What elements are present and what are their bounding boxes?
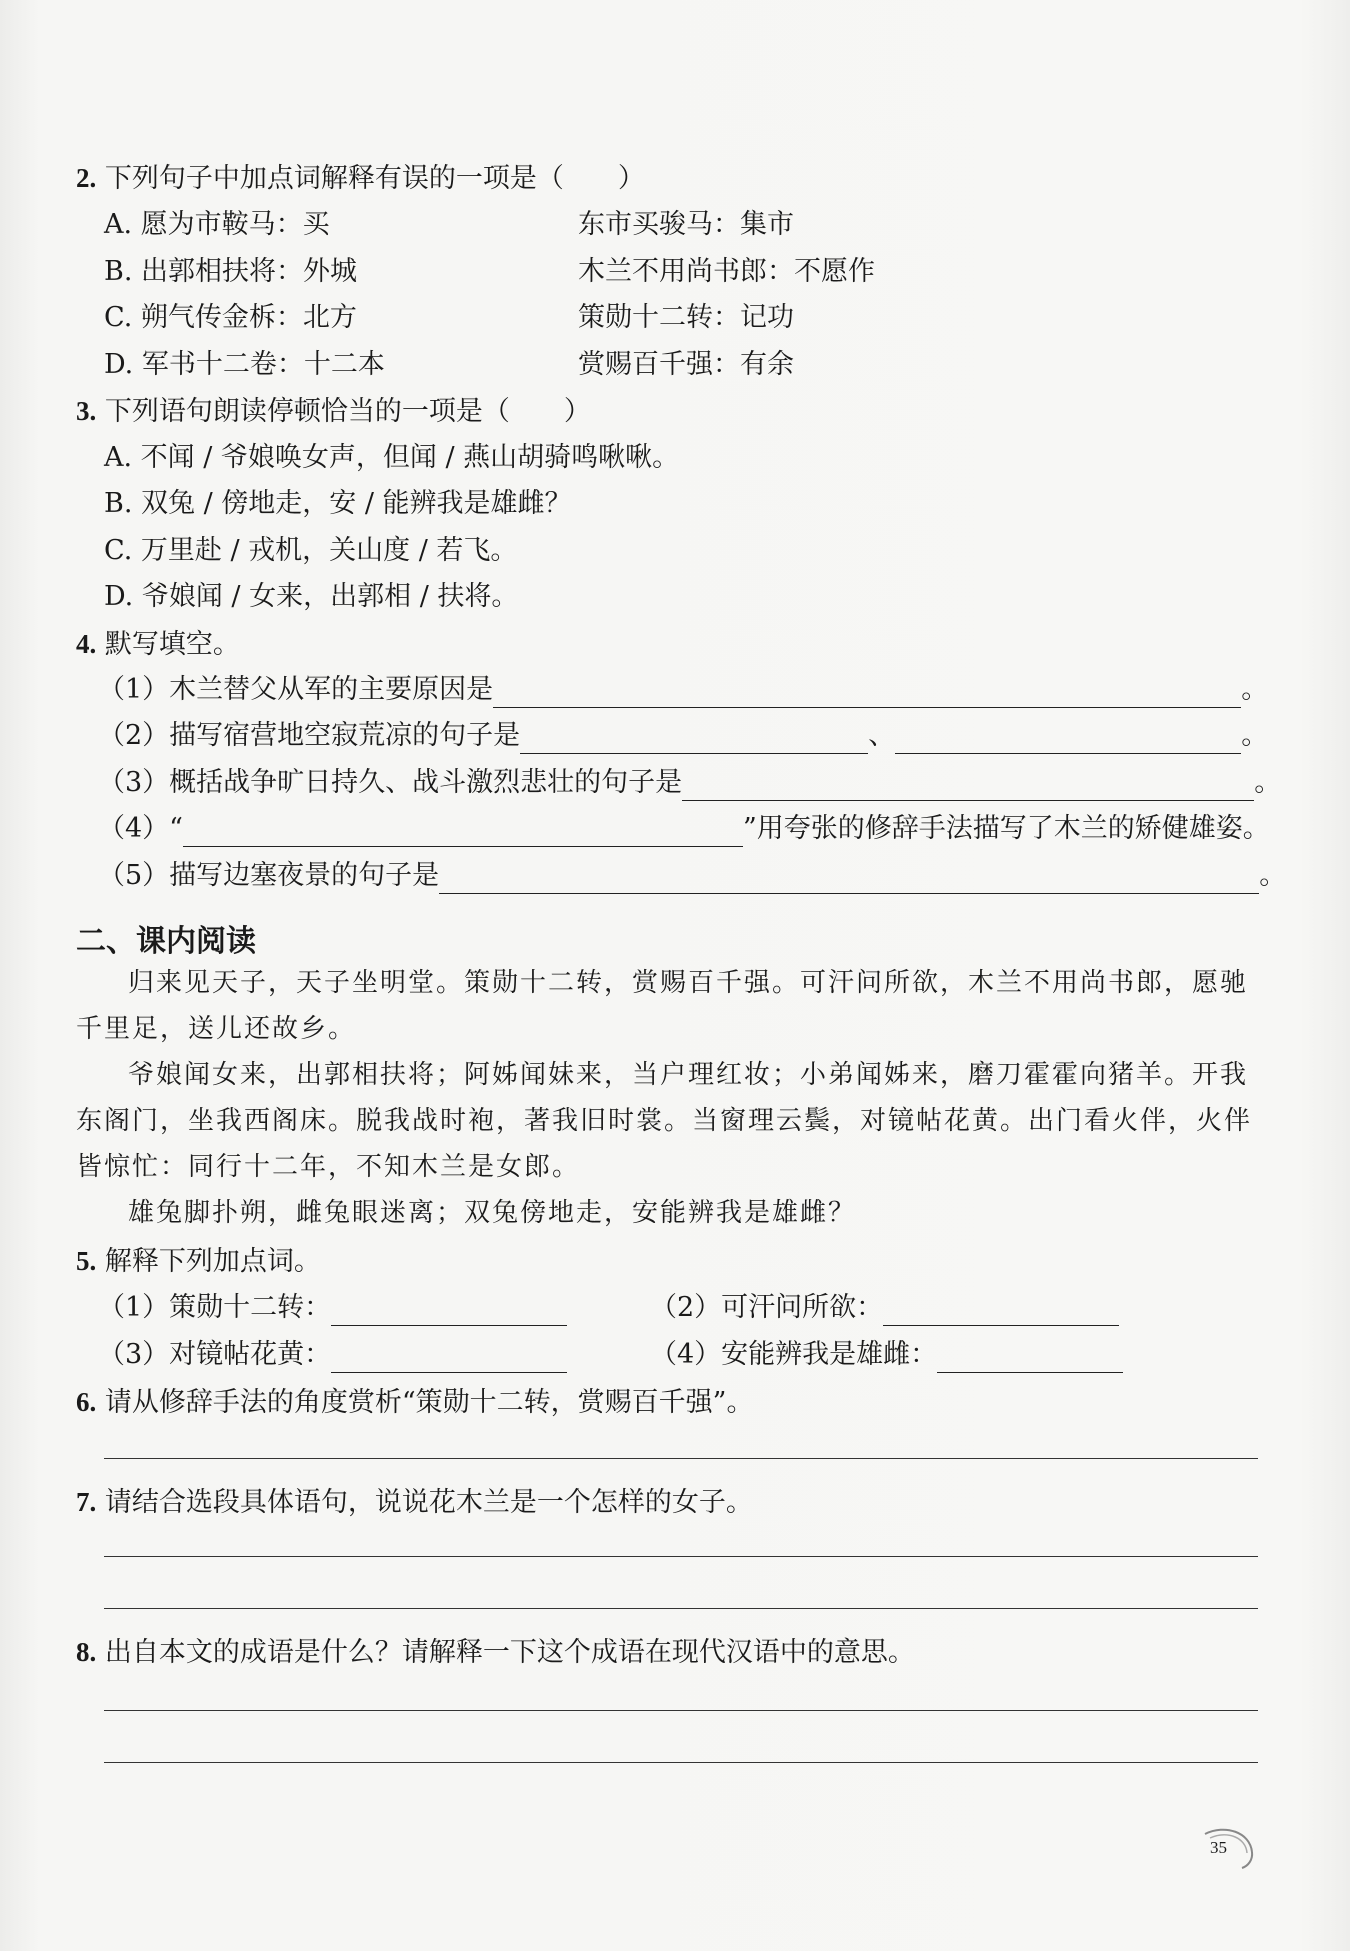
question-2-stem [76,160,645,197]
q2-option-b-left: B. 出郭相扶将：外城 [104,256,358,287]
fill-blank[interactable] [493,679,1241,708]
question-5-stem [76,1243,321,1280]
q5-item-1-label: （1）策勋十二转： [98,1292,332,1323]
q4-item-3 [98,765,1281,801]
q4-item-3-end: 。 [1254,767,1282,798]
q4-item-1-end: 。 [1241,674,1269,705]
fill-blank[interactable] [183,818,743,847]
q2-option-c-right: 策勋十二转：记功 [578,302,794,333]
question-number: 5. [76,1246,97,1276]
q5-item-3-label: （3）对镜帖花黄： [98,1339,332,1370]
question-8-stem [76,1634,915,1671]
question-6-stem [76,1384,753,1421]
answer-line[interactable] [104,1556,1258,1557]
question-text: 默写填空。 [104,629,240,660]
q5-item-1 [98,1290,567,1326]
question-7-stem [76,1484,753,1521]
q5-item-2 [650,1290,1119,1326]
q4-item-4 [98,811,1270,847]
q4-item-1-label: （1）木兰替父从军的主要原因是 [98,674,494,705]
question-number: 6. [76,1387,97,1417]
answer-line[interactable] [104,1458,1258,1459]
fill-blank[interactable] [331,1344,567,1373]
q4-item-3-label: （3）概括战争旷日持久、战斗激烈悲壮的句子是 [98,767,683,798]
q4-item-5-end: 。 [1259,860,1287,891]
q4-item-2-sep: 、 [868,720,896,751]
q5-item-2-label: （2）可汗问所欲： [650,1292,884,1323]
q3-option-c: C. 万里赴 / 戎机，关山度 / 若飞。 [104,535,518,566]
q2-option-d-right: 赏赐百千强：有余 [578,349,794,380]
question-text: 请从修辞手法的角度赏析“策勋十二转，赏赐百千强”。 [104,1387,754,1418]
q4-item-1 [98,672,1268,708]
q2-option-c-left: C. 朔气传金柝：北方 [104,302,357,333]
q3-option-d: D. 爷娘闻 / 女来，出郭相 / 扶将。 [104,581,519,612]
q4-item-2 [98,718,1268,754]
question-text: 出自本文的成语是什么？请解释一下这个成语在现代汉语中的意思。 [104,1637,915,1668]
question-number: 7. [76,1487,97,1517]
page-number: 35 [1210,1838,1227,1857]
answer-line[interactable] [104,1762,1258,1763]
question-number: 3. [76,396,97,426]
q4-item-5-label: （5）描写边塞夜景的句子是 [98,860,440,891]
fill-blank[interactable] [439,865,1259,894]
q5-item-3 [98,1337,567,1373]
question-text: 解释下列加点词。 [104,1246,321,1277]
q4-item-2-label: （2）描写宿营地空寂荒凉的句子是 [98,720,521,751]
q2-option-d-left: D. 军书十二卷：十二本 [104,349,385,380]
q2-option-a-right: 东市买骏马：集市 [578,209,794,240]
q4-item-2-end: 。 [1241,720,1269,751]
q2-option-a-left: A. 愿为市鞍马：买 [104,209,330,240]
question-text: 下列语句朗读停顿恰当的一项是（ ） [104,396,591,427]
reading-passage [76,960,1256,1236]
question-number: 8. [76,1637,97,1667]
q5-item-4 [650,1337,1123,1373]
passage-paragraph-1: 归来见天子，天子坐明堂。策勋十二转，赏赐百千强。可汗问所欲，木兰不用尚书郎，愿驰千里足，送儿还故乡。 [76,968,1249,1044]
q5-item-4-label: （4）安能辨我是雄雌： [650,1339,938,1370]
q2-option-b-right: 木兰不用尚书郎：不愿作 [578,256,875,287]
question-number: 2. [76,163,97,193]
question-number: 4. [76,629,97,659]
answer-line[interactable] [104,1710,1258,1711]
q3-option-b: B. 双兔 / 傍地走，安 / 能辨我是雄雌？ [104,488,572,519]
fill-blank[interactable] [895,725,1241,754]
fill-blank[interactable] [331,1297,567,1326]
question-text: 请结合选段具体语句，说说花木兰是一个怎样的女子。 [104,1487,753,1518]
question-4-stem [76,626,240,663]
q4-item-5 [98,858,1286,894]
passage-paragraph-3: 雄兔脚扑朔，雌兔眼迷离；双兔傍地走，安能辨我是雄雌？ [128,1198,857,1228]
passage-paragraph-2: 爷娘闻女来，出郭相扶将；阿姊闻妹来，当户理红妆；小弟闻姊来，磨刀霍霍向猪羊。开我东阁门，坐我西阁床。脱我战时袍，著我旧时裳。当窗理云鬓，对镜帖花黄。出门看火伴，火伴皆惊忙：同行十二年，不知木兰是女郎。 [76,1060,1253,1182]
fill-blank[interactable] [520,725,868,754]
question-text: 下列句子中加点词解释有误的一项是（ ） [104,163,645,194]
section-title: 二、课内阅读 [76,924,256,959]
question-3-stem [76,393,591,430]
fill-blank[interactable] [682,772,1254,801]
fill-blank[interactable] [937,1344,1123,1373]
answer-line[interactable] [104,1608,1258,1609]
page-corner-swirl-icon [1200,1822,1260,1872]
q3-option-a: A. 不闻 / 爷娘唤女声，但闻 / 燕山胡骑鸣啾啾。 [104,442,680,473]
fill-blank[interactable] [883,1297,1119,1326]
q4-item-4-end: ”用夸张的修辞手法描写了木兰的矫健雄姿。 [742,813,1270,844]
q4-item-4-label: （4）“ [98,813,183,844]
